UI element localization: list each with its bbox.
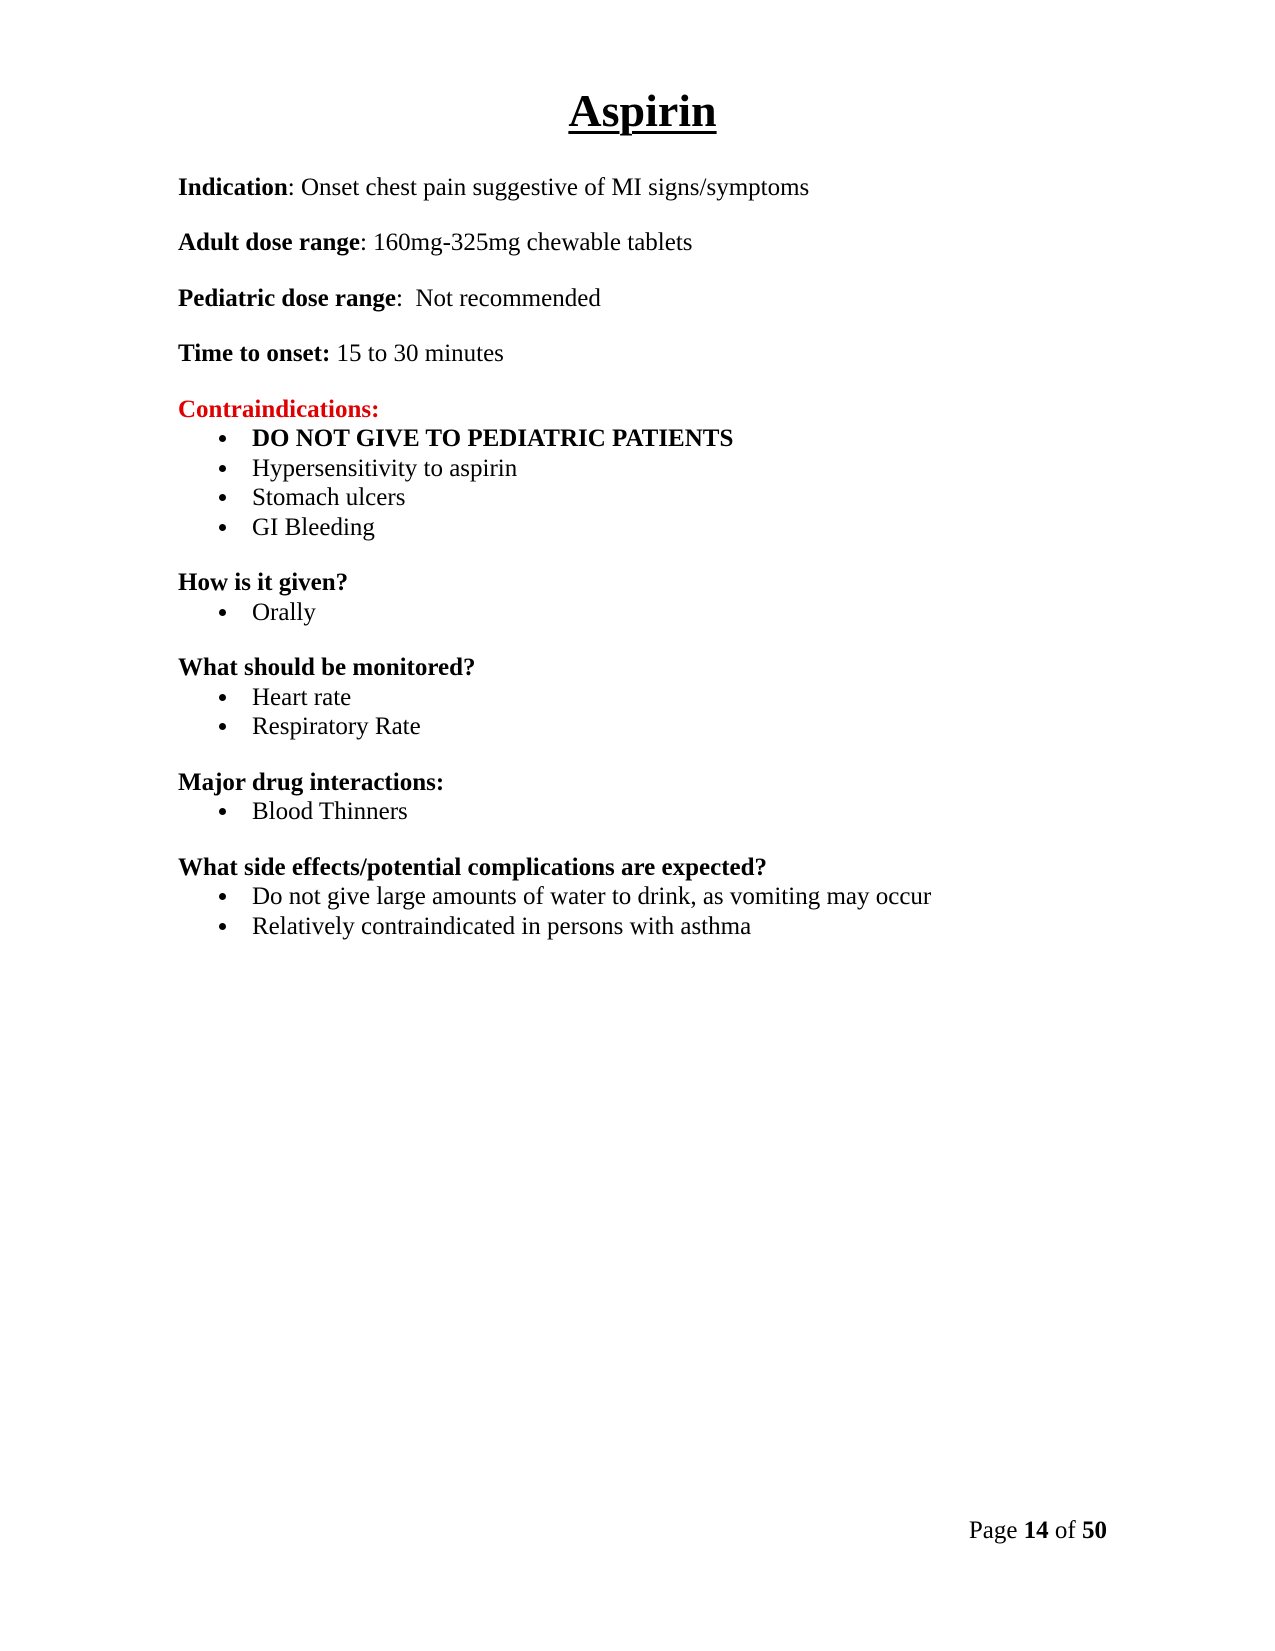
bullet-list bbox=[178, 683, 1107, 742]
section-heading: What should be monitored? bbox=[178, 654, 476, 682]
bullet-item: • Orally bbox=[240, 598, 1107, 628]
section-side-effects bbox=[178, 853, 1107, 942]
adult-dose-field bbox=[178, 228, 1107, 258]
section-monitoring bbox=[178, 653, 1107, 742]
bullet-list bbox=[178, 797, 1107, 827]
field-label: Pediatric dose range bbox=[178, 284, 397, 312]
time-to-onset-field bbox=[178, 339, 1107, 369]
field-value: : Not recommended bbox=[396, 284, 601, 312]
page-footer bbox=[969, 1516, 1107, 1546]
bullet-item: • Relatively contraindicated in persons with asthma bbox=[240, 912, 1107, 942]
section-heading: How is it given? bbox=[178, 569, 349, 597]
bullet-item: • Stomach ulcers bbox=[240, 483, 1107, 513]
bullet-list bbox=[178, 424, 1107, 542]
field-label: Indication bbox=[178, 173, 288, 201]
bullet-item: • Blood Thinners bbox=[240, 797, 1107, 827]
section-drug-interactions bbox=[178, 768, 1107, 827]
field-value: 15 to 30 minutes bbox=[330, 340, 504, 368]
bullet-item: • DO NOT GIVE TO PEDIATRIC PATIENTS bbox=[240, 424, 1107, 454]
section-heading: What side effects/potential complications are expected? bbox=[178, 853, 768, 881]
bullet-item: • GI Bleeding bbox=[240, 513, 1107, 543]
bullet-list bbox=[178, 598, 1107, 628]
bullet-item: • Respiratory Rate bbox=[240, 712, 1107, 742]
field-label: Time to onset: bbox=[178, 340, 331, 368]
section-contraindications bbox=[178, 395, 1107, 543]
of-word: of bbox=[1048, 1517, 1082, 1544]
page-title: Aspirin bbox=[568, 85, 717, 136]
bullet-item: • Hypersensitivity to aspirin bbox=[240, 454, 1107, 484]
section-how-given bbox=[178, 568, 1107, 627]
field-label: Adult dose range bbox=[178, 229, 360, 257]
section-heading: Contraindications: bbox=[178, 395, 380, 423]
total-pages: 50 bbox=[1082, 1517, 1107, 1544]
indication-field bbox=[178, 173, 1107, 203]
field-value: : 160mg-325mg chewable tablets bbox=[359, 229, 693, 257]
bullet-item: • Do not give large amounts of water to drink, as vomiting may occur bbox=[240, 882, 1107, 912]
pediatric-dose-field bbox=[178, 284, 1107, 314]
bullet-list bbox=[178, 882, 1107, 941]
bullet-item: • Heart rate bbox=[240, 683, 1107, 713]
section-heading: Major drug interactions: bbox=[178, 768, 445, 796]
page-word: Page bbox=[968, 1517, 1024, 1544]
page-number: 14 bbox=[1023, 1517, 1049, 1544]
field-value: : Onset chest pain suggestive of MI signs/symptoms bbox=[287, 173, 810, 201]
